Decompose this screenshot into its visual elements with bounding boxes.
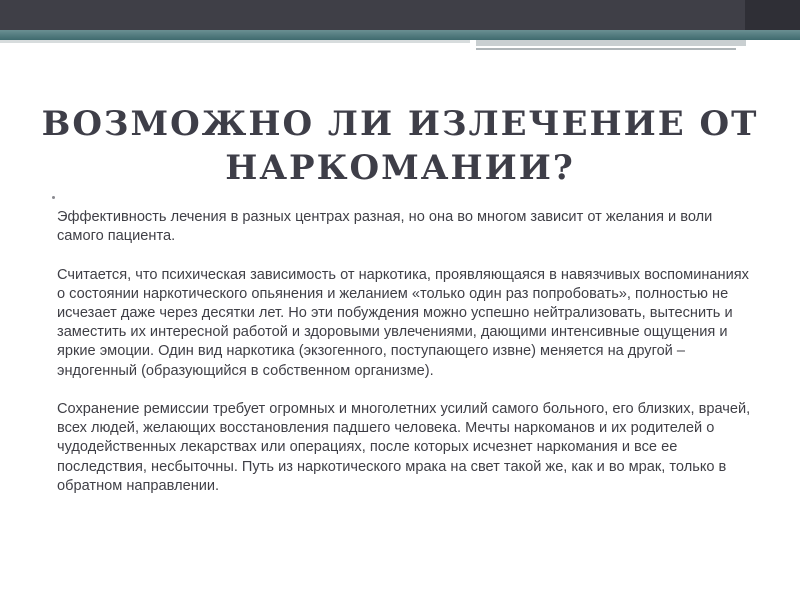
divider-left [0,40,470,43]
divider-thin [476,48,736,50]
bullet-icon [52,196,55,199]
header-band [0,0,800,30]
paragraph-2: Считается, что психическая зависимость от наркотика, проявляющаяся в навязчивых воспоминаниях о состоянии наркотического опьянения и желанием «только один раз попробовать», полностью не исчезает даже через десятки лет. Но эти побуждения можно успешно нейтрализовать, вытеснить и заместить их интересной работой и здоровыми увлечениями, дающими интенсивные ощущения и яркие эмоции. Один вид наркотика (экзогенного, поступающего извне) меняется на другой – эндогенный (образующийся в собственном организме). [57,266,749,379]
slide-title: ВОЗМОЖНО ЛИ ИЗЛЕЧЕНИЕ ОТ НАРКОМАНИИ? [41,104,759,188]
slide-body [57,208,757,515]
accent-stripe [0,30,800,40]
paragraph-3: Сохранение ремиссии требует огромных и многолетних усилий самого больного, его близких, врачей, всех людей, желающих восстановления падшего человека. Мечты наркоманов и их родителей о чудодейственных лекарствах или операциях, после которых исчезнет наркомания и все ее последствия, несбыточны. Путь из наркотического мрака на свет такой же, как и во мрак, только в обратном направлении. [57,401,751,494]
paragraph-1: Эффективность лечения в разных центрах разная, но она во многом зависит от желания и воли самого пациента. [57,209,713,245]
divider-right [476,40,746,46]
